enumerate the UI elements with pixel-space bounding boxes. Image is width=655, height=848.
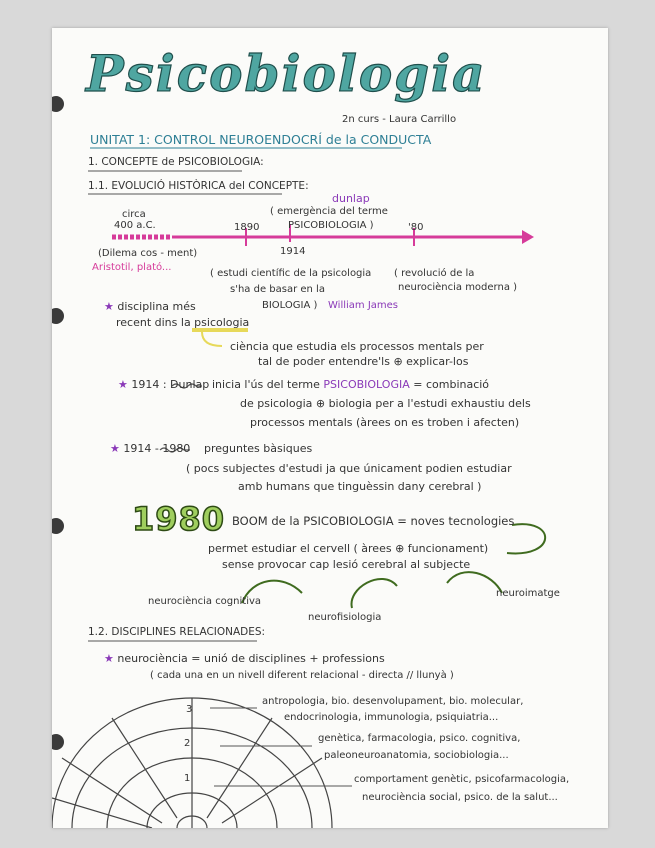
timeline-circa: circa [122, 209, 146, 220]
timeline-revolucio-1: ( revolució de la [394, 268, 475, 279]
level-1-text-1: comportament genètic, psicofarmacologia, [354, 774, 570, 785]
timeline-estudi-1: ( estudi científic de la psicologia [210, 268, 372, 279]
author-line: 2n curs - Laura Carrillo [342, 114, 457, 125]
timeline-aristotil: Aristotil, plató... [92, 262, 172, 273]
timeline-revolucio-2: neurociència moderna ) [398, 282, 518, 293]
section-1-1: 1.1. EVOLUCIÓ HISTÒRICA del CONCEPTE: [88, 180, 309, 192]
timeline-emergencia: ( emergència del terme [270, 206, 388, 217]
highlight-arrow [202, 332, 222, 346]
permet-line-2: sense provocar cap lesió cerebral al subjecte [222, 558, 471, 571]
notebook-page [52, 28, 608, 828]
level-2-text-2: paleoneuroanatomia, sociobiologia... [324, 750, 509, 761]
timeline-1890: 1890 [234, 222, 260, 233]
bullet-1914: ★ 1914 : Dunlap [118, 378, 210, 391]
level-2-text-1: genètica, farmacologia, psico. cognitiva, [318, 733, 521, 744]
section-1: 1. CONCEPTE de PSICOBIOLOGIA: [88, 156, 264, 168]
neurociencia-line-2: ( cada una en un nivell diferent relacional - directa // llunyà ) [150, 670, 454, 681]
page-title: Psicobiologia [86, 44, 487, 103]
neurofisiologia: neurofisiologia [308, 612, 382, 623]
unit-heading: UNITAT 1: CONTROL NEUROENDOCRÍ de la CONDUCTA [90, 132, 432, 147]
timeline-estudi-2: s'ha de basar en la [230, 284, 325, 295]
bullet-disciplina: ★ disciplina més [104, 300, 196, 313]
b1914-inicia: inicia l'ús del terme PSICOBIOLOGIA = combinació [212, 378, 490, 391]
timeline-1914: 1914 [280, 246, 306, 257]
neuroimatge: neuroimatge [496, 588, 560, 599]
green-arrow [507, 524, 545, 553]
green-arrow [352, 579, 397, 608]
timeline-arrowhead [522, 230, 534, 244]
timeline-estudi-3: BIOLOGIA ) [262, 300, 318, 311]
level-2: 2 [184, 738, 191, 749]
level-3-text-2: endocrinologia, immunologia, psiquiatria... [284, 712, 499, 723]
green-arrow [447, 572, 502, 593]
b1980-line-3: ( pocs subjectes d'estudi ja que únicament podien estudiar [186, 462, 512, 475]
section-1-2: 1.2. DISCIPLINES RELACIONADES: [88, 626, 266, 638]
level-1-text-2: neurociència social, psico. de la salut... [362, 792, 558, 803]
b1914-line-5: processos mentals (àrees on es troben i afecten) [250, 416, 520, 429]
boom-line: BOOM de la PSICOBIOLOGIA = noves tecnologies [232, 514, 515, 528]
level-1: 1 [184, 773, 191, 784]
disciplina-line-2: recent dins la psicologia [116, 316, 250, 329]
b1914-line-4: de psicologia ⊕ biologia per a l'estudi exhaustiu dels [240, 397, 531, 410]
level-3-text-1: antropologia, bio. desenvolupament, bio. molecular, [262, 696, 524, 707]
timeline-emergencia-2: PSICOBIOLOGIA ) [288, 220, 374, 231]
timeline-dilema: (Dilema cos - ment) [98, 248, 198, 259]
timeline-80: '80 [408, 222, 424, 233]
permet-line-1: permet estudiar el cervell ( àrees ⊕ funcionament) [208, 542, 489, 555]
b1980-line-4: amb humans que tinguèssin dany cerebral ) [238, 480, 482, 493]
ciencia-line-2: tal de poder entendre'ls ⊕ explicar-los [258, 355, 469, 368]
timeline-william-james: William James [328, 300, 399, 311]
bullet-neurociencia: ★ neurociència = unió de disciplines + professions [104, 652, 385, 665]
timeline-dunlap: dunlap [332, 192, 370, 205]
bullet-1914-1980: ★ 1914 - 1980 [110, 442, 191, 455]
timeline-400ac: 400 a.C. [114, 220, 156, 231]
level-3: 3 [186, 704, 193, 715]
neurociencia-cognitiva: neurociència cognitiva [148, 596, 262, 607]
b1980-preguntes: preguntes bàsiques [204, 442, 313, 455]
boom-year: 1980 [132, 500, 226, 538]
ciencia-line-1: ciència que estudia els processos mentals per [230, 340, 484, 353]
